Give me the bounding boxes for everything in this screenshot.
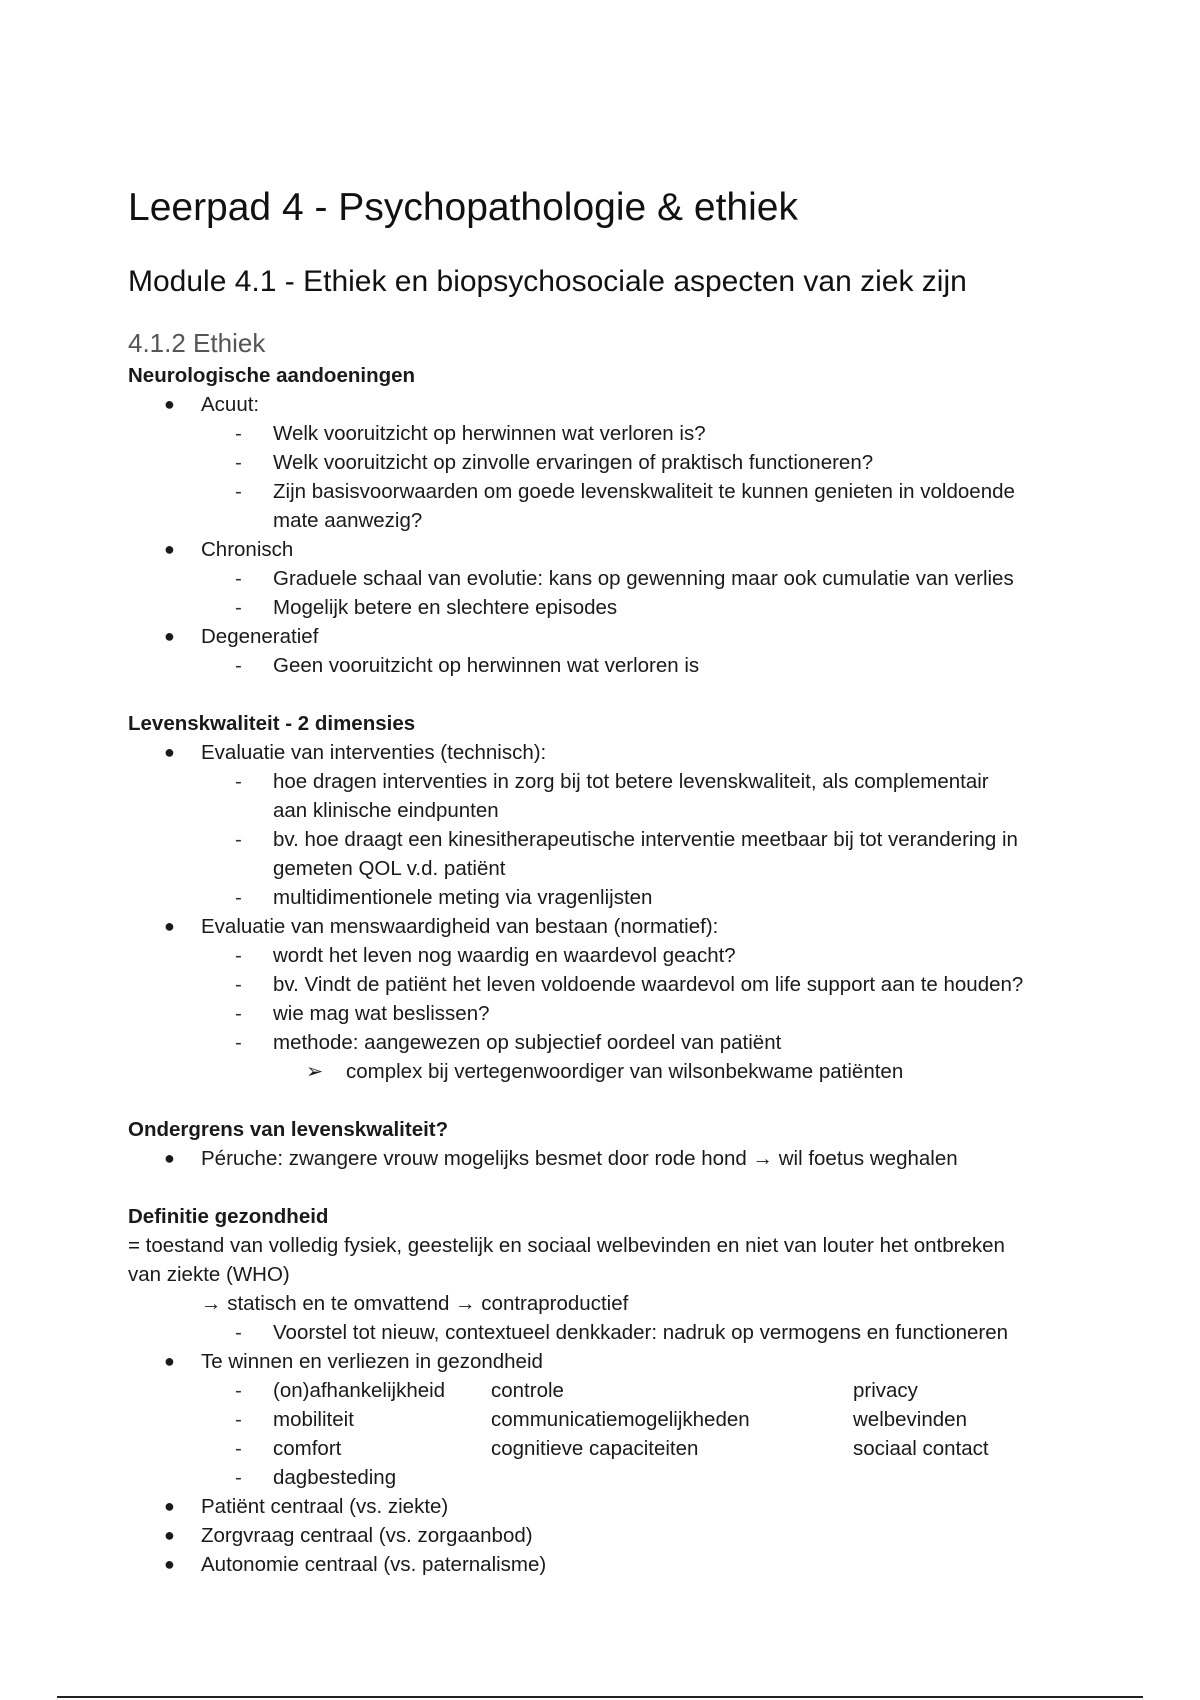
grid-cell: cognitieve capaciteiten xyxy=(491,1437,699,1460)
dash-icon: - xyxy=(235,1002,242,1025)
list-item: ● Chronisch xyxy=(128,535,1088,564)
sub-list-item: - Zijn basisvoorwaarden om goede levenskwaliteit te kunnen genieten in voldoende xyxy=(128,477,1088,506)
sub-list-item: - Graduele schaal van evolutie: kans op gewenning maar ook cumulatie van verlies xyxy=(128,564,1088,593)
dash-icon: - xyxy=(235,828,242,851)
sub-list-item-continued: mate aanwezig? xyxy=(273,509,423,532)
sub-list-item-continued: aan klinische eindpunten xyxy=(273,799,499,822)
grid-cell: mobiliteit xyxy=(273,1408,354,1431)
sub-list-item: - Welk vooruitzicht op herwinnen wat verloren is? xyxy=(128,419,1088,448)
levenskwaliteit-heading: Levenskwaliteit - 2 dimensies xyxy=(128,712,416,735)
document-title: Leerpad 4 - Psychopathologie & ethiek xyxy=(128,186,798,229)
document-page xyxy=(128,180,1088,1579)
list-item: ● Péruche: zwangere vrouw mogelijks besmet door rode hond → wil foetus weghalen xyxy=(128,1144,1088,1173)
grid-cell: dagbesteding xyxy=(273,1466,397,1489)
module-heading: Module 4.1 - Ethiek en biopsychosociale aspecten van ziek zijn xyxy=(128,265,967,298)
bullet-icon: ● xyxy=(164,1496,175,1516)
definition-text: van ziekte (WHO) xyxy=(128,1263,290,1286)
grid-row xyxy=(128,1376,1088,1405)
dash-icon: - xyxy=(235,451,242,474)
sub-list-item: - bv. Vindt de patiënt het leven voldoende waardevol om life support aan te houden? xyxy=(128,970,1088,999)
grid-cell: privacy xyxy=(853,1379,918,1402)
grid-row xyxy=(128,1434,1088,1463)
definitie-heading: Definitie gezondheid xyxy=(128,1205,329,1228)
neuro-heading: Neurologische aandoeningen xyxy=(128,364,416,387)
grid-cell: controle xyxy=(491,1379,564,1402)
grid-cell: (on)afhankelijkheid xyxy=(273,1379,446,1402)
dash-icon: - xyxy=(235,1437,242,1460)
sub-list-item: - bv. hoe draagt een kinesitherapeutische interventie meetbaar bij tot verandering in xyxy=(128,825,1088,854)
dash-icon: - xyxy=(235,596,242,619)
definition-text: = toestand van volledig fysiek, geestelijk en sociaal welbevinden en niet van louter het ontbreken xyxy=(128,1234,1005,1257)
bullet-icon: ● xyxy=(164,394,175,414)
grid-row xyxy=(128,1405,1088,1434)
list-item: ● Zorgvraag centraal (vs. zorgaanbod) xyxy=(128,1521,1088,1550)
sub-list-item: - hoe dragen interventies in zorg bij tot betere levenskwaliteit, als complementair xyxy=(128,767,1088,796)
dash-icon: - xyxy=(235,480,242,503)
dash-icon: - xyxy=(235,1466,242,1489)
list-item: ● Degeneratief xyxy=(128,622,1088,651)
dash-icon: - xyxy=(235,886,242,909)
sub-list-item: - Voorstel tot nieuw, contextueel denkkader: nadruk op vermogens en functioneren xyxy=(128,1318,1088,1347)
dash-icon: - xyxy=(235,973,242,996)
bullet-icon: ● xyxy=(164,916,175,936)
grid-cell: communicatiemogelijkheden xyxy=(491,1408,750,1431)
dash-icon: - xyxy=(235,567,242,590)
dash-icon: - xyxy=(235,1031,242,1054)
list-item: ● Autonomie centraal (vs. paternalisme) xyxy=(128,1550,1088,1579)
sub-list-item: - Mogelijk betere en slechtere episodes xyxy=(128,593,1088,622)
sub-sub-list-item: ➢ complex bij vertegenwoordiger van wilsonbekwame patiënten xyxy=(128,1057,1088,1086)
grid-cell: comfort xyxy=(273,1437,342,1460)
dash-icon: - xyxy=(235,770,242,793)
dash-icon: - xyxy=(235,654,242,677)
arrow-note: → statisch en te omvattend → contraproductief xyxy=(201,1292,629,1315)
sub-list-item: - Welk vooruitzicht op zinvolle ervaringen of praktisch functioneren? xyxy=(128,448,1088,477)
sub-list-item: - wordt het leven nog waardig en waardevol geacht? xyxy=(128,941,1088,970)
list-item: ● Patiënt centraal (vs. ziekte) xyxy=(128,1492,1088,1521)
bullet-icon: ● xyxy=(164,1148,175,1168)
dash-icon: - xyxy=(235,422,242,445)
sub-list-item: - Geen vooruitzicht op herwinnen wat verloren is xyxy=(128,651,1088,680)
sub-list-item: - wie mag wat beslissen? xyxy=(128,999,1088,1028)
grid-cell: welbevinden xyxy=(853,1408,967,1431)
dash-icon: - xyxy=(235,1379,242,1402)
grid-row xyxy=(128,1463,1088,1492)
ondergrens-heading: Ondergrens van levenskwaliteit? xyxy=(128,1118,449,1141)
sub-list-item: - methode: aangewezen op subjectief oordeel van patiënt xyxy=(128,1028,1088,1057)
bullet-icon: ● xyxy=(164,1554,175,1574)
page-bottom-rule xyxy=(57,1696,1143,1698)
bullet-icon: ● xyxy=(164,1351,175,1371)
list-item: ● Evaluatie van menswaardigheid van bestaan (normatief): xyxy=(128,912,1088,941)
sub-list-item: - multidimentionele meting via vragenlijsten xyxy=(128,883,1088,912)
bullet-icon: ● xyxy=(164,1525,175,1545)
sub-list-item-continued: gemeten QOL v.d. patiënt xyxy=(273,857,506,880)
dash-icon: - xyxy=(235,944,242,967)
bullet-icon: ● xyxy=(164,626,175,646)
list-item: ● Te winnen en verliezen in gezondheid xyxy=(128,1347,1088,1376)
arrowhead-bullet-icon: ➢ xyxy=(306,1060,324,1083)
dash-icon: - xyxy=(235,1321,242,1344)
list-item: ● Acuut: xyxy=(128,390,1088,419)
list-item: ● Evaluatie van interventies (technisch): xyxy=(128,738,1088,767)
bullet-icon: ● xyxy=(164,539,175,559)
dash-icon: - xyxy=(235,1408,242,1431)
grid-cell: sociaal contact xyxy=(853,1437,989,1460)
section-heading: 4.1.2 Ethiek xyxy=(128,328,266,358)
bullet-icon: ● xyxy=(164,742,175,762)
